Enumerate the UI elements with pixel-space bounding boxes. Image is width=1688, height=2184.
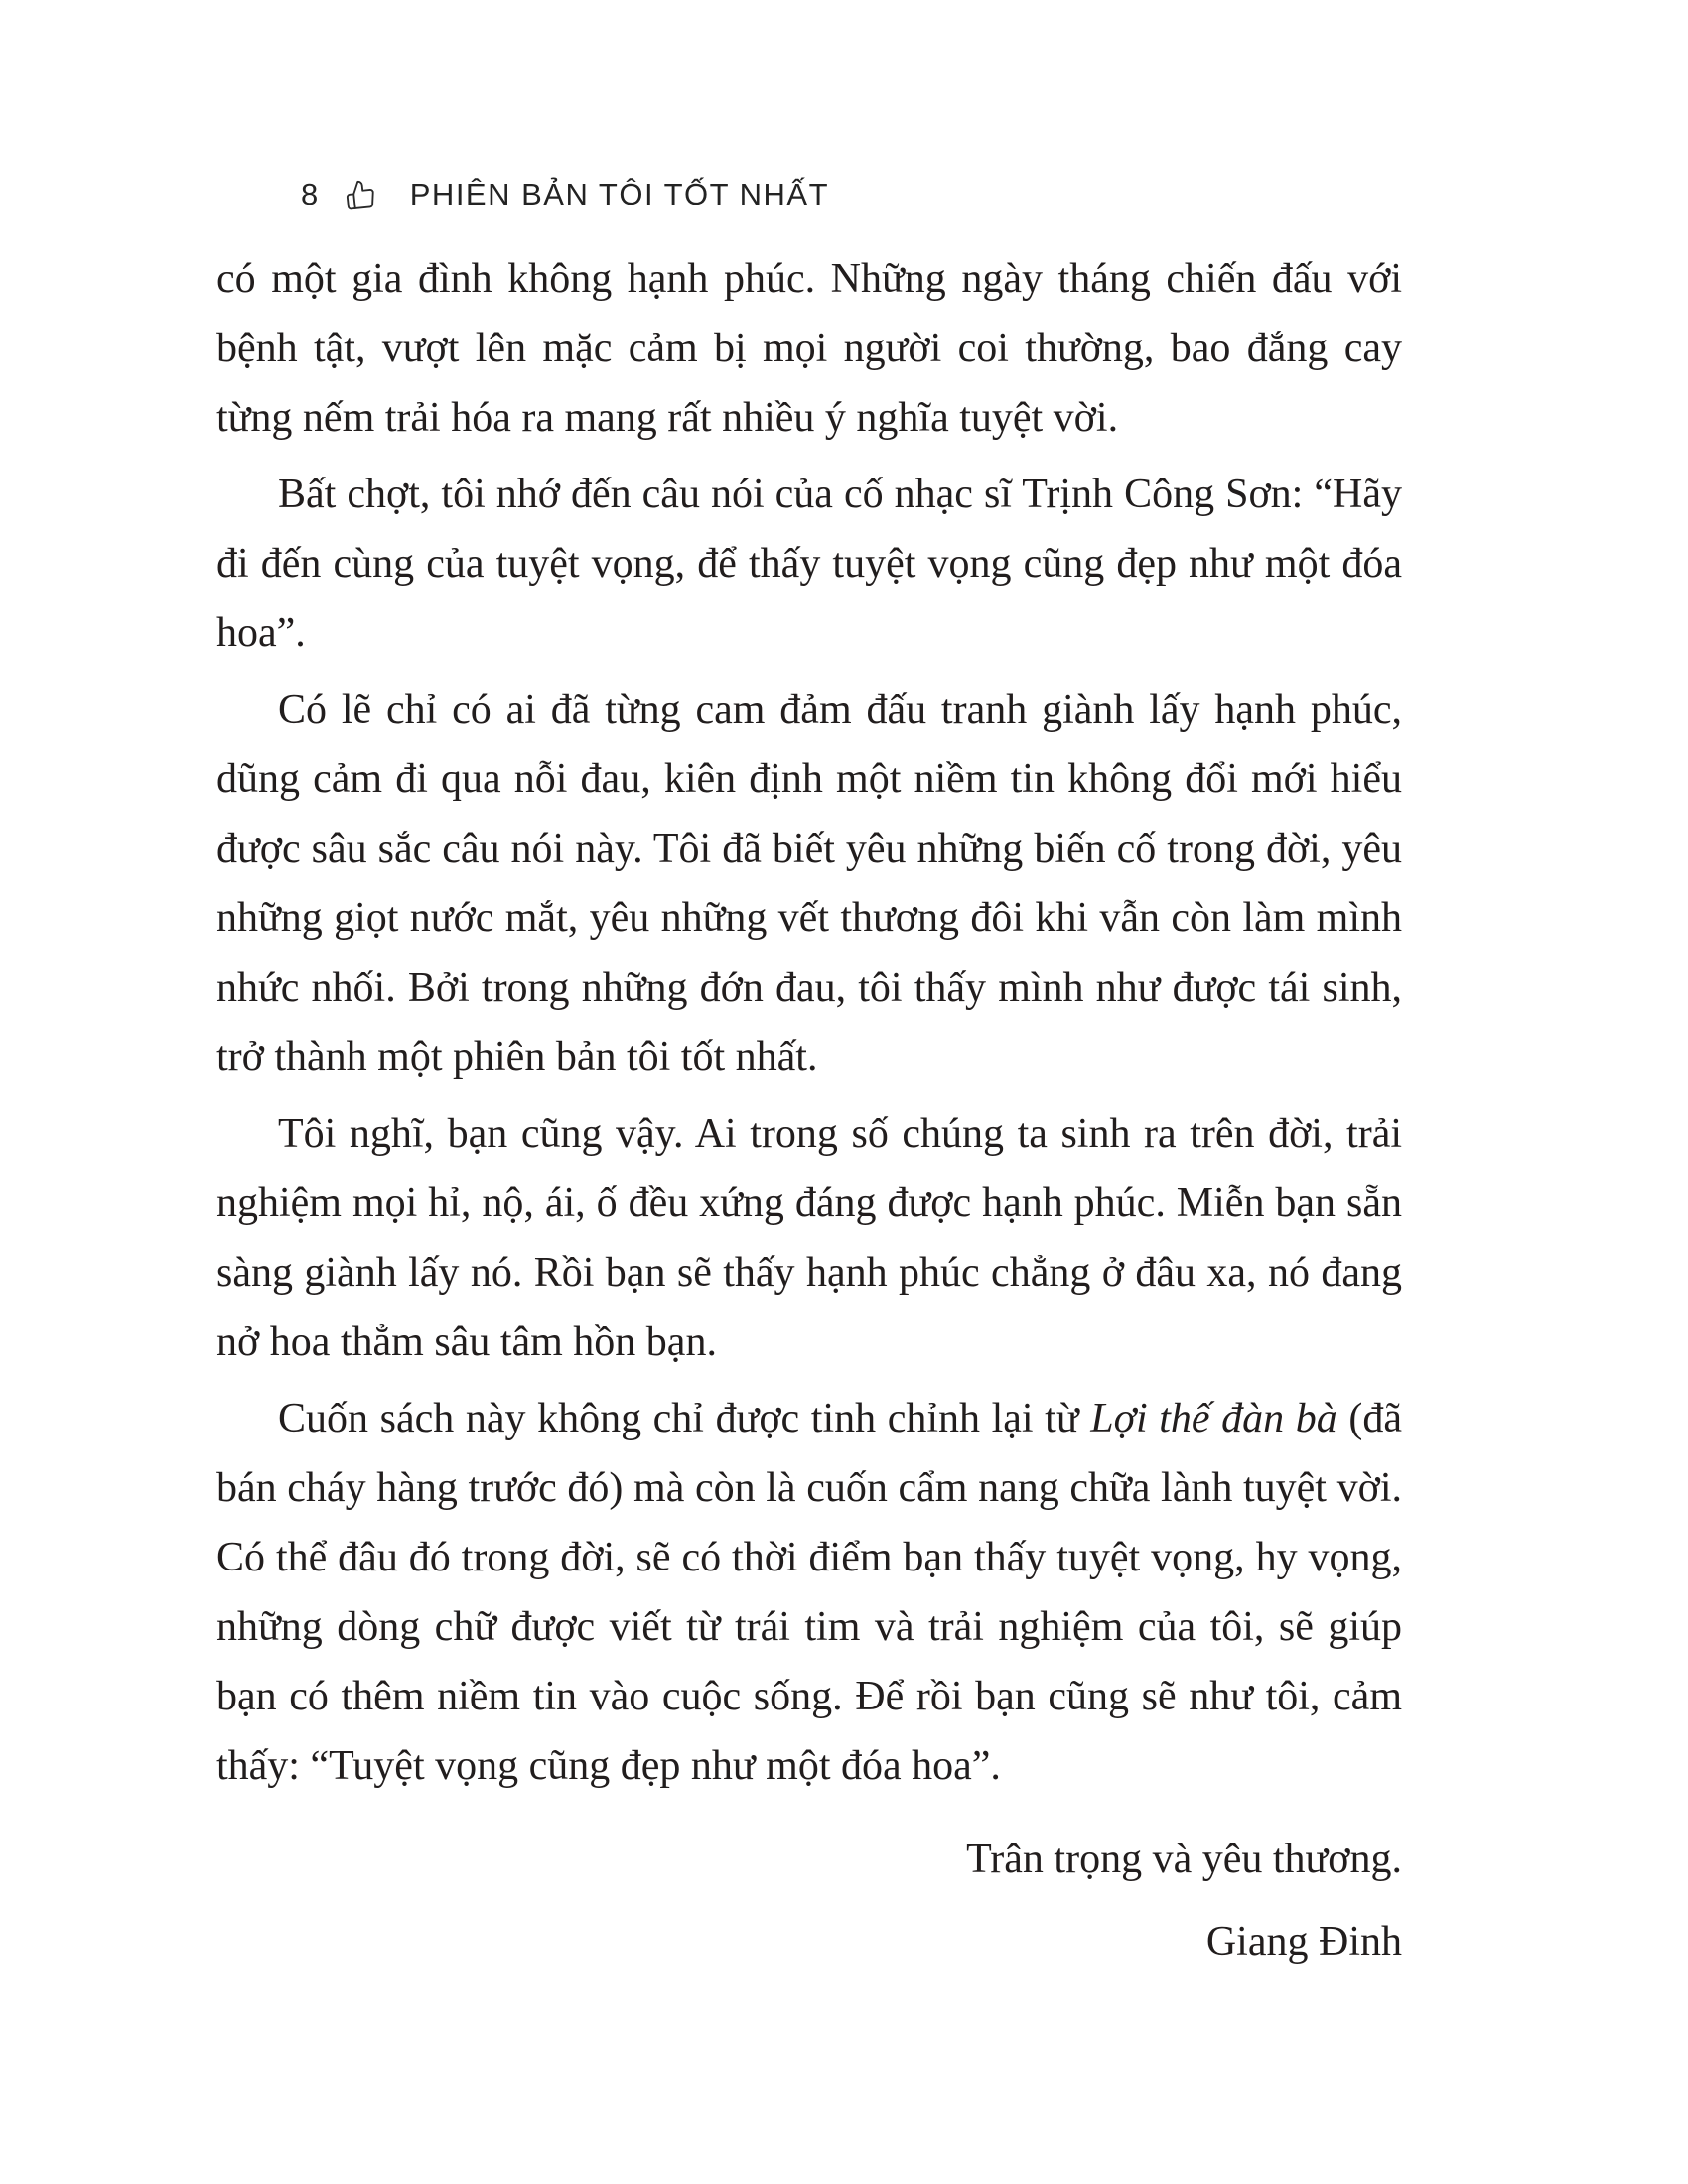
paragraph-1 (216, 244, 1402, 453)
paragraph-5-text-before-title: Cuốn sách này không chỉ được tinh chỉnh lại từ (278, 1396, 1091, 1441)
paragraph-5 (216, 1384, 1402, 1801)
page-header (301, 177, 829, 212)
paragraph-4-text: Tôi nghĩ, bạn cũng vậy. Ai trong số chúng ta sinh ra trên đời, trải nghiệm mọi hỉ, nộ, ái, ố đều xứng đáng được hạnh phúc. Miễn bạn sẵn sàng giành lấy nó. Rồi bạn sẽ thấy hạnh phúc chẳng ở đâu xa, nó đang nở hoa thẳm sâu tâm hồn bạn. (216, 1111, 1402, 1365)
page-body (216, 244, 1402, 1983)
paragraph-3-text: Có lẽ chỉ có ai đã từng cam đảm đấu tranh giành lấy hạnh phúc, dũng cảm đi qua nỗi đau, kiên định một niềm tin không đổi mới hiểu được sâu sắc câu nói này. Tôi đã biết yêu những biến cố trong đời, yêu những giọt nước mắt, yêu những vết thương đôi khi vẫn còn làm mình nhức nhối. Bởi trong những đớn đau, tôi thấy mình như được tái sinh, trở thành một phiên bản tôi tốt nhất. (216, 687, 1402, 1080)
signature-block (216, 1819, 1402, 1983)
page-number: 8 (301, 177, 319, 211)
author-name: Giang Đinh (1205, 1919, 1402, 1965)
paragraph-3 (216, 675, 1402, 1092)
closing-line: Trân trọng và yêu thương. (966, 1837, 1402, 1882)
paragraph-5-text-after-title: (đã bán cháy hàng trước đó) mà còn là cuốn cẩm nang chữa lành tuyệt vời. Có thể đâu đó trong đời, sẽ có thời điểm bạn thấy tuyệt vọng, hy vọng, những dòng chữ được viết từ trái tim và trải nghiệm của tôi, sẽ giúp bạn có thêm niềm tin vào cuộc sống. Để rồi bạn cũng sẽ như tôi, cảm thấy: “Tuyệt vọng cũng đẹp như một đóa hoa”. (216, 1396, 1402, 1789)
thumbs-up-icon (343, 176, 377, 212)
paragraph-2-text: Bất chợt, tôi nhớ đến câu nói của cố nhạc sĩ Trịnh Công Sơn: “Hãy đi đến cùng của tuyệt vọng, để thấy tuyệt vọng cũng đẹp như một đóa hoa”. (216, 472, 1402, 656)
running-head-title: PHIÊN BẢN TÔI TỐT NHẤT (409, 177, 830, 211)
paragraph-1-text: có một gia đình không hạnh phúc. Những ngày tháng chiến đấu với bệnh tật, vượt lên mặc cảm bị mọi người coi thường, bao đắng cay từng nếm trải hóa ra mang rất nhiều ý nghĩa tuyệt vời. (216, 256, 1402, 441)
paragraph-2 (216, 460, 1402, 668)
paragraph-4 (216, 1099, 1402, 1377)
referenced-book-title: Lợi thế đàn bà (1090, 1396, 1337, 1441)
